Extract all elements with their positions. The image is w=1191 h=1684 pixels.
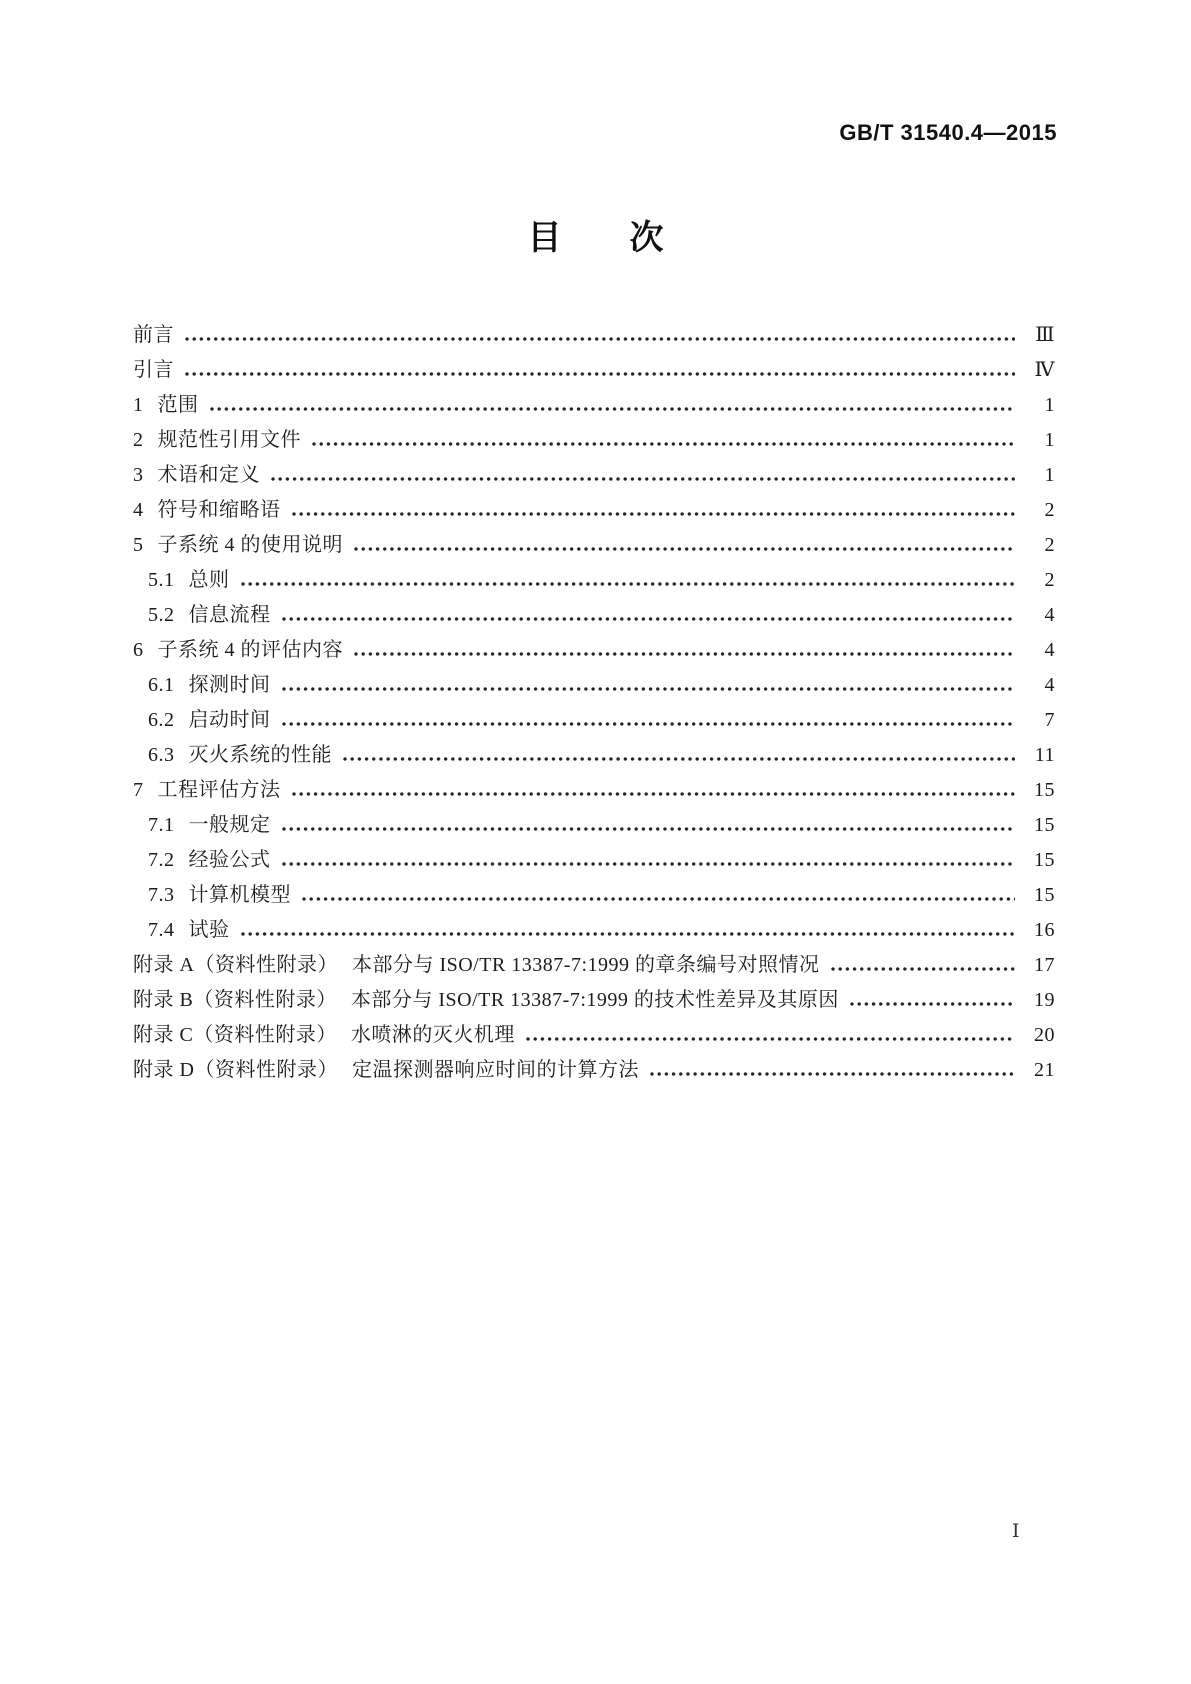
toc-entry-page: 2: [1044, 534, 1055, 556]
toc-entry-number: 附录 A（资料性附录）: [133, 954, 338, 976]
toc-entry-label: 本部分与 ISO/TR 13387-7:1999 的章条编号对照情况: [351, 954, 820, 976]
toc-entry-page: 4: [1044, 674, 1055, 696]
toc-entry-5-2: [133, 598, 1055, 633]
toc-entry-3: [133, 458, 1055, 493]
toc-entry-7-1: [133, 808, 1055, 843]
toc-entry-label: 定温探测器响应时间的计算方法: [351, 1059, 639, 1081]
toc-entry-number: 附录 D（资料性附录）: [133, 1059, 338, 1081]
dot-leader: [849, 991, 1015, 1011]
dot-leader: [830, 956, 1015, 976]
dot-leader: [311, 431, 1015, 451]
toc-entry-page: 17: [1034, 954, 1055, 976]
toc-entry-label: 引言: [133, 359, 174, 381]
toc-entry-6-1: [133, 668, 1055, 703]
toc-entry-number: 7.3: [148, 884, 175, 906]
page-title: 目 次: [527, 219, 664, 257]
toc-entry-number: 4: [133, 499, 144, 521]
toc-entry-7-3: [133, 878, 1055, 913]
toc-entry-label: 本部分与 ISO/TR 13387-7:1999 的技术性差异及其原因: [350, 989, 839, 1011]
toc-entry-page: 19: [1034, 989, 1055, 1011]
toc-entry-7-4: [133, 913, 1055, 948]
toc-entry-foreword: [133, 318, 1055, 353]
toc-entry-page: 2: [1044, 499, 1055, 521]
dot-leader: [240, 571, 1016, 591]
standard-code-header: GB/T 31540.4—2015: [839, 120, 1057, 145]
toc-entry-page: 1: [1044, 394, 1055, 416]
toc-entry-number: 2: [133, 429, 144, 451]
toc-entry-5-1: [133, 563, 1055, 598]
toc-entry-label: 一般规定: [188, 814, 271, 836]
toc-entry-introduction: [133, 353, 1055, 388]
toc-entry-appendix-c: [133, 1018, 1055, 1053]
toc-entry-label: 信息流程: [188, 604, 271, 626]
toc-entry-page: 16: [1034, 919, 1055, 941]
toc-entry-label: 探测时间: [188, 674, 271, 696]
toc-entry-page: 7: [1044, 709, 1055, 731]
toc-entry-page: 4: [1044, 604, 1055, 626]
toc-entry-page: 1: [1044, 429, 1055, 451]
toc-entry-7: [133, 773, 1055, 808]
toc-entry-label: 工程评估方法: [157, 779, 281, 801]
toc-entry-appendix-b: [133, 983, 1055, 1018]
toc-entry-label: 启动时间: [188, 709, 271, 731]
toc-entry-6: [133, 633, 1055, 668]
toc-entry-number: 5.1: [148, 569, 175, 591]
toc-entry-page: 1: [1044, 464, 1055, 486]
dot-leader: [184, 326, 1015, 346]
toc-entry-2: [133, 423, 1055, 458]
toc-entry-number: 7.4: [148, 919, 175, 941]
toc-entry-label: 前言: [133, 324, 174, 346]
toc-entry-appendix-d: [133, 1053, 1055, 1088]
toc-entry-4: [133, 493, 1055, 528]
dot-leader: [281, 606, 1016, 626]
toc-entry-page: 4: [1044, 639, 1055, 661]
toc-entry-number: 1: [133, 394, 144, 416]
toc-entry-label: 总则: [188, 569, 230, 591]
toc-entry-label: 术语和定义: [157, 464, 260, 486]
dot-leader: [353, 536, 1015, 556]
toc-entry-page: Ⅳ: [1034, 359, 1055, 381]
toc-entry-7-2: [133, 843, 1055, 878]
toc-entry-number: 6: [133, 639, 144, 661]
toc-entry-page: 2: [1044, 569, 1055, 591]
toc-entry-page: 15: [1034, 779, 1055, 801]
dot-leader: [281, 851, 1016, 871]
toc-entry-number: 7: [133, 779, 144, 801]
dot-leader: [281, 676, 1016, 696]
toc-entry-label: 经验公式: [188, 849, 271, 871]
dot-leader: [209, 396, 1016, 416]
toc-entry-number: 3: [133, 464, 144, 486]
footer-page-number: Ⅰ: [1012, 1521, 1020, 1542]
dot-leader: [353, 641, 1015, 661]
dot-leader: [301, 886, 1015, 906]
toc-entry-label: 灭火系统的性能: [188, 744, 332, 766]
toc-entry-page: 21: [1034, 1059, 1055, 1081]
dot-leader: [281, 816, 1016, 836]
toc-entry-number: 7.1: [148, 814, 175, 836]
toc-entry-page: 15: [1034, 814, 1055, 836]
toc-entry-page: 15: [1034, 884, 1055, 906]
dot-leader: [184, 361, 1015, 381]
toc-entry-number: 附录 B（资料性附录）: [133, 989, 337, 1011]
dot-leader: [649, 1061, 1015, 1081]
toc-entry-number: 6.3: [148, 744, 175, 766]
toc-entry-label: 范围: [157, 394, 199, 416]
toc-entry-appendix-a: [133, 948, 1055, 983]
toc-entry-page: 11: [1034, 744, 1055, 766]
toc-entry-6-2: [133, 703, 1055, 738]
toc-entry-page: 20: [1034, 1024, 1055, 1046]
toc-entry-page: 15: [1034, 849, 1055, 871]
dot-leader: [291, 781, 1016, 801]
toc-entry-number: 附录 C（资料性附录）: [133, 1024, 337, 1046]
toc-entry-number: 5: [133, 534, 144, 556]
dot-leader: [525, 1026, 1015, 1046]
toc-entry-number: 6.1: [148, 674, 175, 696]
toc-entry-6-3: [133, 738, 1055, 773]
toc-entry-1: [133, 388, 1055, 423]
dot-leader: [240, 921, 1016, 941]
toc-entry-label: 计算机模型: [188, 884, 291, 906]
toc-entry-label: 子系统 4 的评估内容: [157, 639, 343, 661]
toc-entry-label: 水喷淋的灭火机理: [350, 1024, 515, 1046]
toc-entry-number: 6.2: [148, 709, 175, 731]
toc-entry-label: 规范性引用文件: [157, 429, 301, 451]
toc-entry-label: 符号和缩略语: [157, 499, 281, 521]
dot-leader: [291, 501, 1016, 521]
toc-entry-5: [133, 528, 1055, 563]
toc-entry-number: 7.2: [148, 849, 175, 871]
dot-leader: [270, 466, 1015, 486]
toc-entry-page: Ⅲ: [1035, 324, 1055, 346]
dot-leader: [342, 746, 1015, 766]
toc-entry-label: 试验: [188, 919, 230, 941]
dot-leader: [281, 711, 1016, 731]
toc-list: [133, 318, 1055, 1088]
toc-entry-label: 子系统 4 的使用说明: [157, 534, 343, 556]
toc-entry-number: 5.2: [148, 604, 175, 626]
